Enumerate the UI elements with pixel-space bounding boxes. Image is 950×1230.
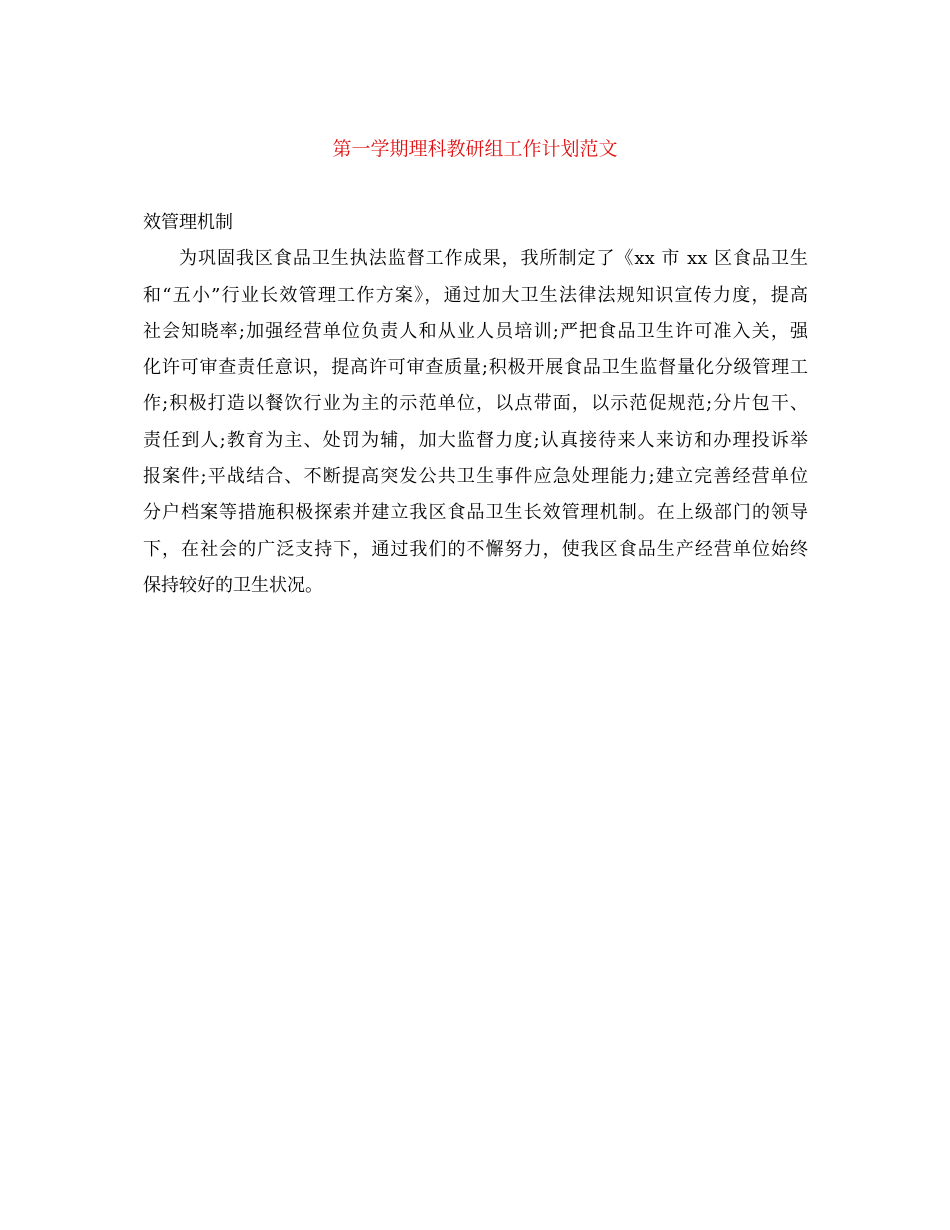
body-line: 报案件;平战结合、不断提高突发公共卫生事件应急处理能力;建立完善经营单位 (143, 466, 808, 488)
body-line: 分户档案等措施积极探索并建立我区食品卫生长效管理机制。在上级部门的领导 (143, 502, 808, 524)
body-line: 作;积极打造以餐饮行业为主的示范单位，以点带面，以示范促规范;分片包干、 (143, 393, 808, 415)
body-line: 化许可审查责任意识，提高许可审查质量;积极开展食品卫生监督量化分级管理工 (143, 357, 808, 379)
body-line: 和“五小”行业长效管理工作方案》，通过加大卫生法律法规知识宣传力度，提高 (143, 284, 808, 306)
body-line: 效管理机制 (143, 212, 233, 233)
document-body (143, 205, 808, 604)
body-line: 下，在社会的广泛支持下，通过我们的不懈努力，使我区食品生产经营单位始终 (143, 538, 808, 560)
body-line: 社会知晓率;加强经营单位负责人和从业人员培训;严把食品卫生许可准入关，强 (143, 320, 808, 342)
document-title: 第一学期理科教研组工作计划范文 (332, 138, 618, 160)
body-line: 保持较好的卫生状况。 (143, 574, 323, 596)
body-line: 为巩固我区食品卫生执法监督工作成果，我所制定了《xx 市 xx 区食品卫生 (179, 248, 808, 270)
body-line: 责任到人;教育为主、处罚为辅，加大监督力度;认真接待来人来访和办理投诉举 (143, 429, 808, 451)
